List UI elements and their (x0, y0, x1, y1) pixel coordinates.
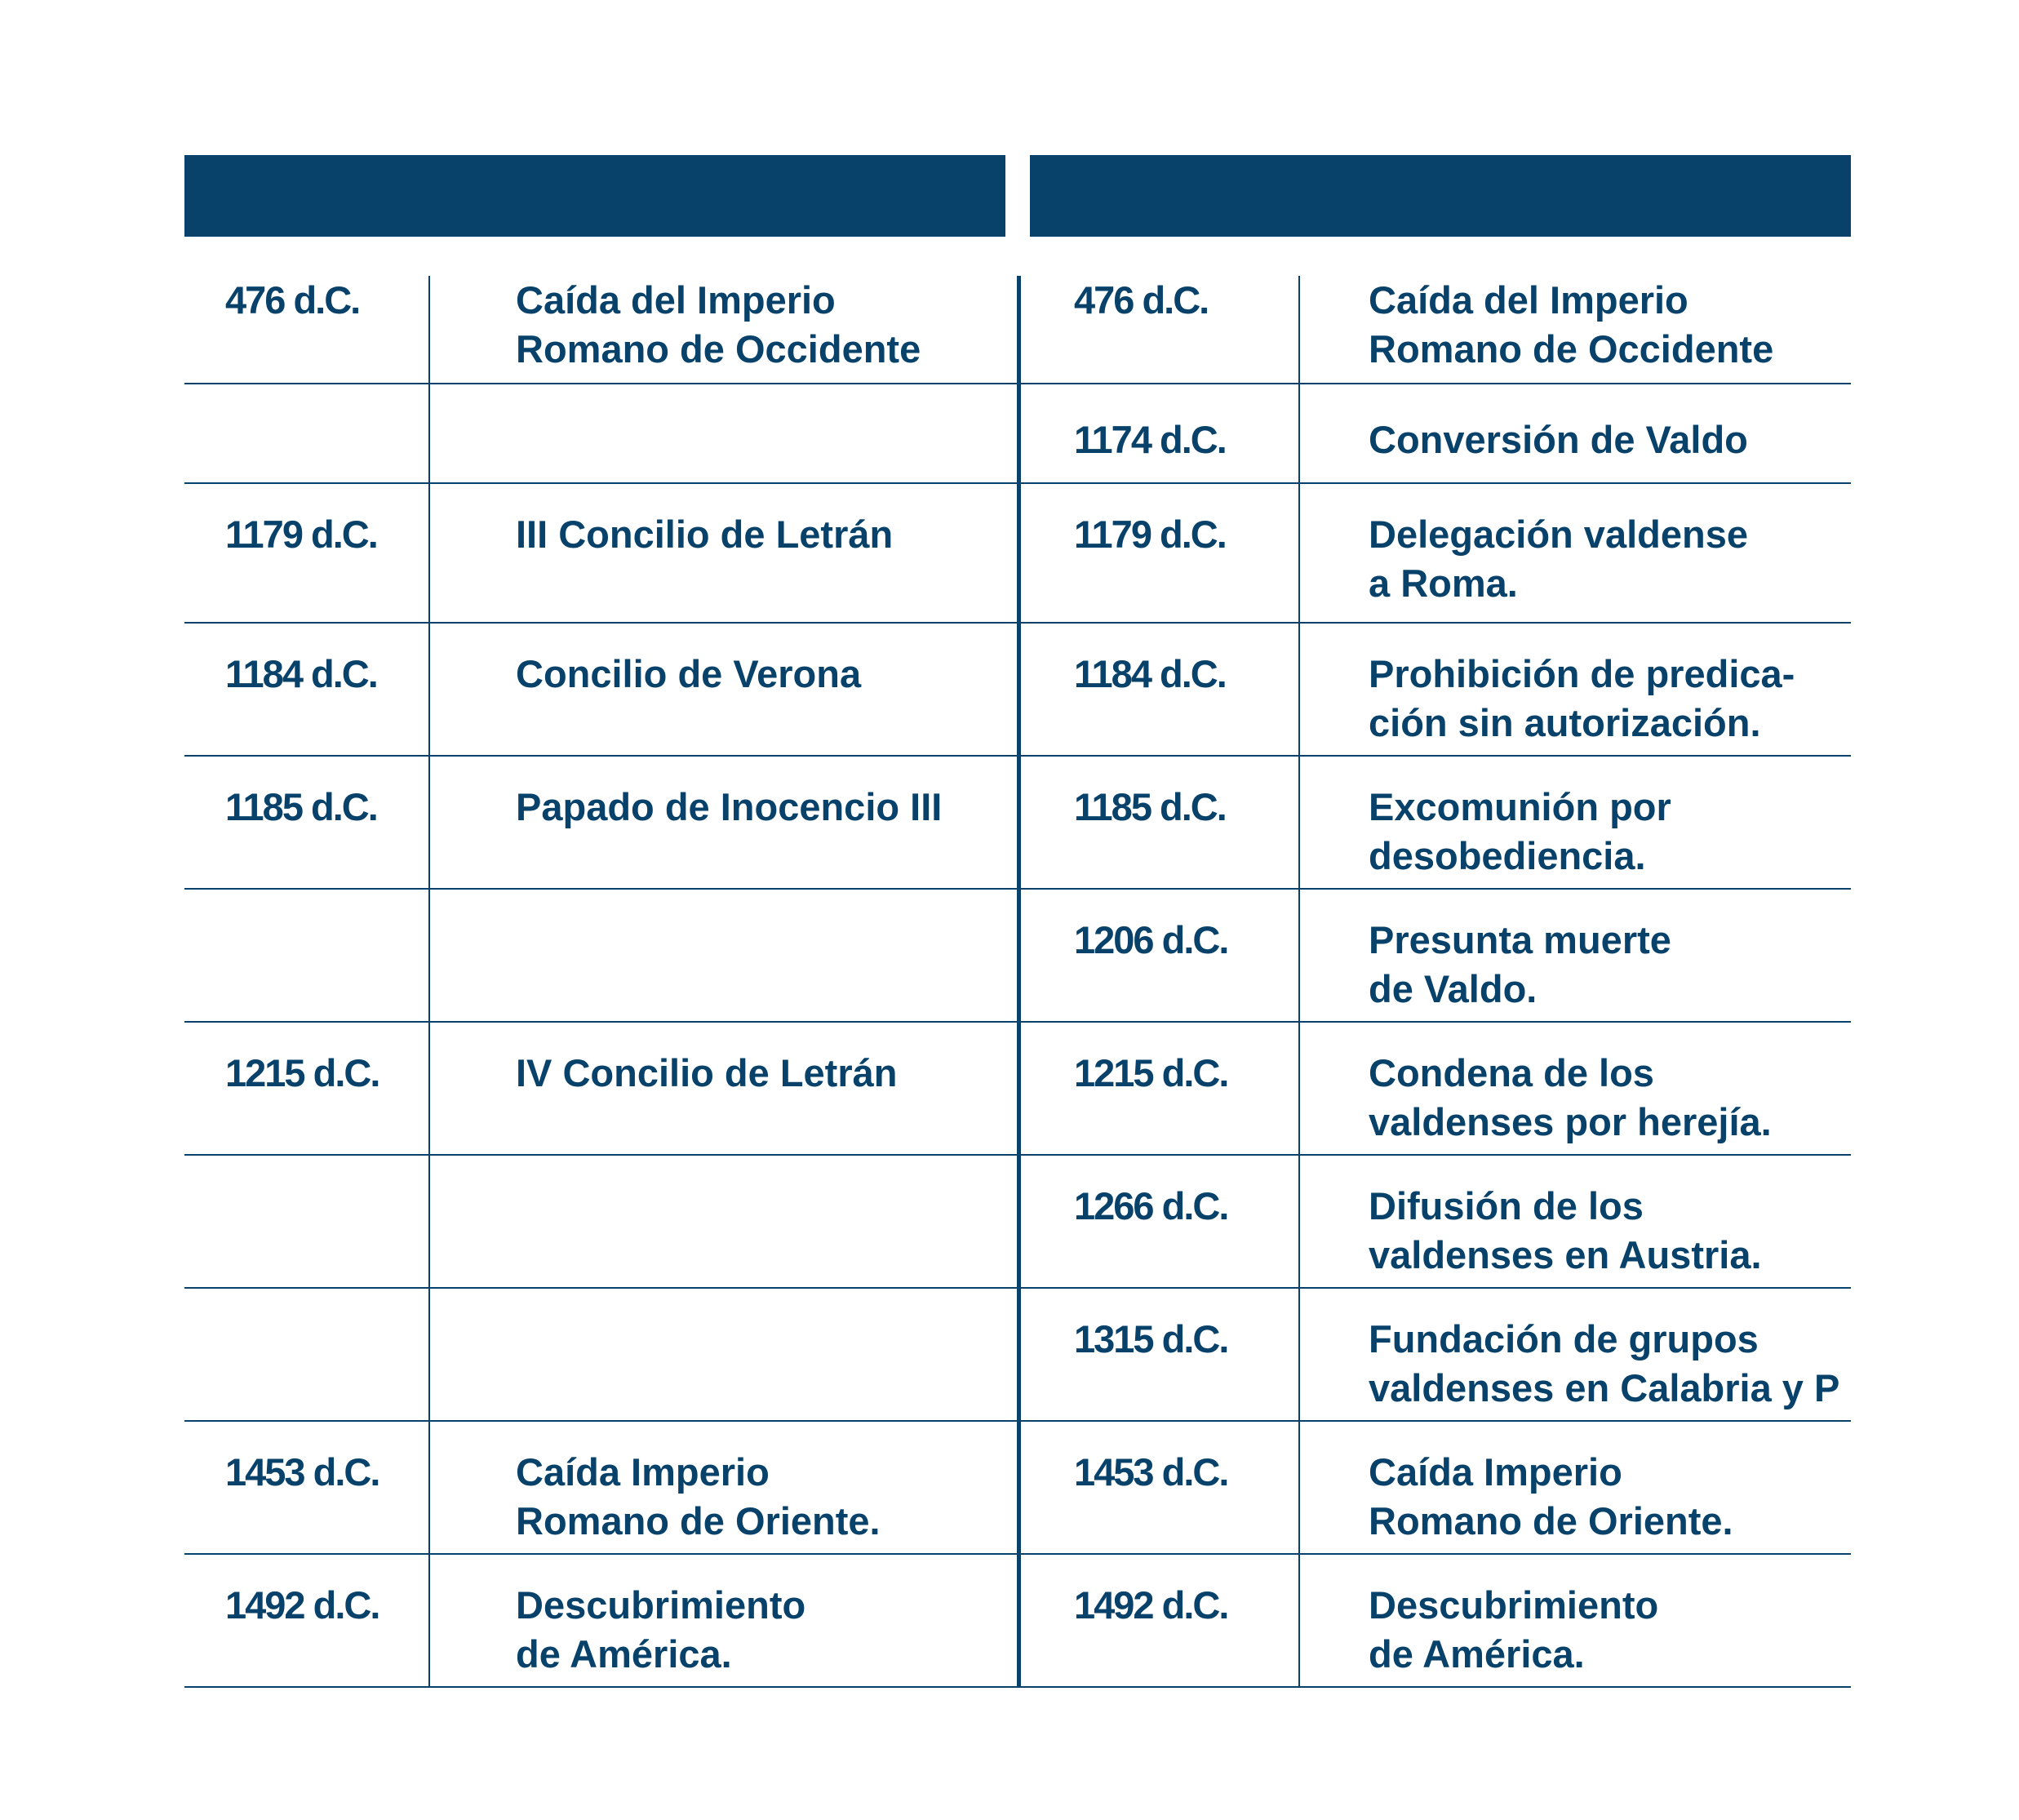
timeline-row (184, 1289, 1851, 1422)
left-year-cell (184, 1156, 430, 1287)
left-year-cell: 1184 d.C. (184, 624, 430, 755)
left-year-cell: 476 d.C. (184, 276, 430, 383)
left-event-cell: Caída del Imperio Romano de Occidente (516, 278, 921, 371)
right-event-cell: Caída del Imperio Romano de Occidente (1369, 278, 1774, 371)
left-year-cell: 1492 d.C. (184, 1555, 430, 1686)
right-event-cell: Presunta muerte de Valdo. (1369, 918, 1671, 1010)
right-year-cell: 1184 d.C. (1021, 624, 1300, 755)
right-year-cell: 1266 d.C. (1021, 1156, 1300, 1287)
right-event-cell: Descubrimiento de América. (1369, 1583, 1659, 1676)
right-event-cell: Conversión de Valdo (1369, 418, 1748, 461)
timeline-row (184, 1023, 1851, 1156)
left-event-cell: Descubrimiento de América. (516, 1583, 806, 1676)
timeline-row (184, 890, 1851, 1023)
right-event-cell: Caída Imperio Romano de Oriente. (1369, 1450, 1733, 1543)
left-year-cell: 1453 d.C. (184, 1422, 430, 1553)
right-event-cell: Prohibición de predica- ción sin autorización. (1369, 652, 1795, 744)
timeline-row (184, 484, 1851, 624)
right-event-cell: Delegación valdense a Roma. (1369, 513, 1748, 605)
right-year-cell: 1215 d.C. (1021, 1023, 1300, 1154)
right-event-cell: Difusión de los valdenses en Austria. (1369, 1184, 1762, 1276)
timeline-row (184, 624, 1851, 757)
left-year-cell (184, 384, 430, 482)
left-event-cell (430, 890, 1017, 1021)
right-year-cell: 1174 d.C. (1021, 384, 1300, 482)
right-year-cell: 1179 d.C. (1021, 484, 1300, 622)
left-event-cell: Caída Imperio Romano de Oriente. (516, 1450, 881, 1543)
left-year-cell: 1185 d.C. (184, 757, 430, 888)
left-year-cell (184, 1289, 430, 1420)
left-year-cell (184, 890, 430, 1021)
left-event-cell: IV Concilio de Letrán (516, 1051, 898, 1094)
left-event-cell (430, 1156, 1017, 1287)
timeline-row (184, 1422, 1851, 1555)
right-year-cell: 1492 d.C. (1021, 1555, 1300, 1686)
left-event-cell (430, 384, 1017, 482)
left-event-cell: Papado de Inocencio III (516, 785, 943, 828)
left-year-cell: 1215 d.C. (184, 1023, 430, 1154)
left-event-cell: III Concilio de Letrán (516, 513, 894, 556)
timeline-row (184, 276, 1851, 384)
right-header-bar (1030, 155, 1851, 237)
right-event-cell: Excomunión por desobediencia. (1369, 785, 1671, 877)
right-event-cell: Condena de los valdenses por herejía. (1369, 1051, 1772, 1143)
right-year-cell: 1315 d.C. (1021, 1289, 1300, 1420)
right-event-cell: Fundación de grupos valdenses en Calabria y P (1369, 1317, 1840, 1409)
right-year-cell: 476 d.C. (1021, 276, 1300, 383)
left-event-cell: Concilio de Verona (516, 652, 862, 695)
left-year-cell: 1179 d.C. (184, 484, 430, 622)
right-year-cell: 1185 d.C. (1021, 757, 1300, 888)
timeline-row (184, 757, 1851, 890)
right-year-cell: 1206 d.C. (1021, 890, 1300, 1021)
left-header-bar (184, 155, 1005, 237)
timeline-row (184, 1555, 1851, 1688)
left-event-cell (430, 1289, 1017, 1420)
timeline-row (184, 384, 1851, 484)
timeline-row (184, 1156, 1851, 1289)
right-year-cell: 1453 d.C. (1021, 1422, 1300, 1553)
timeline-table (184, 276, 1851, 1688)
